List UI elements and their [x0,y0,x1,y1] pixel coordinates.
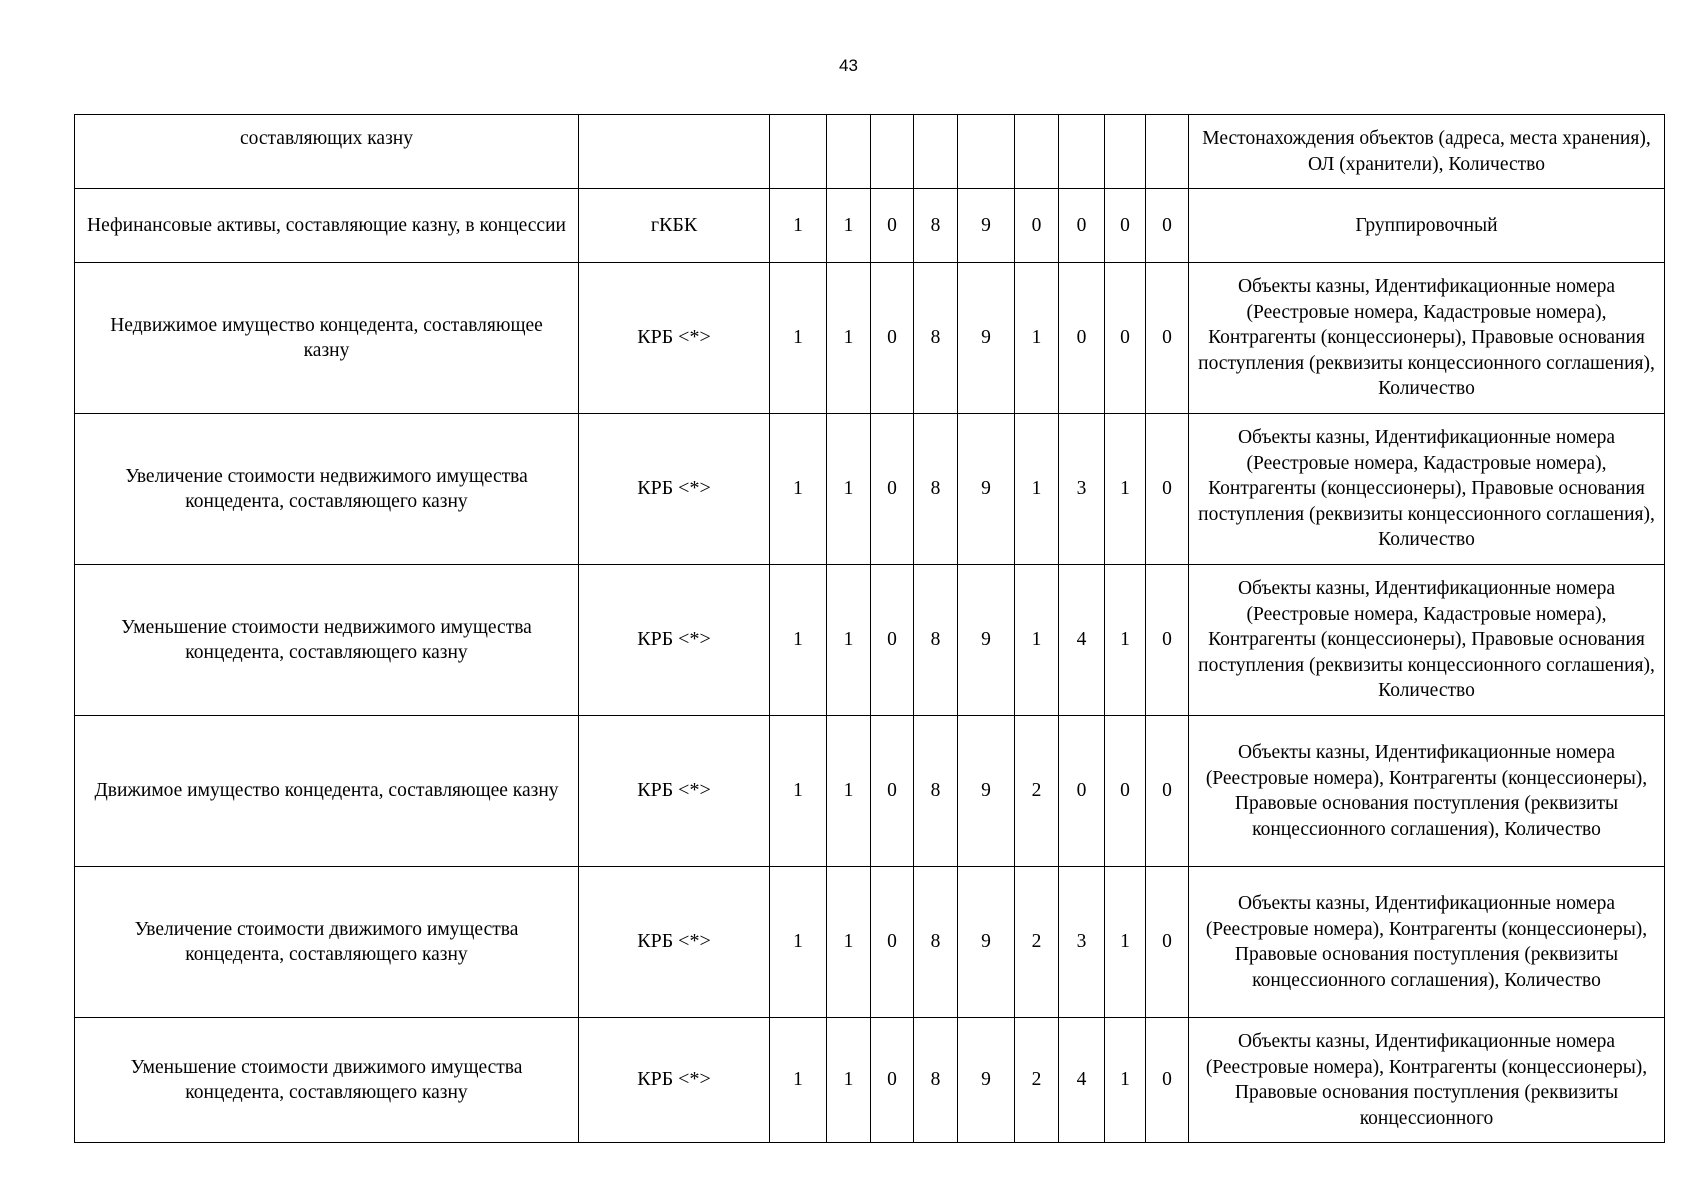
account-digit-cell: 2 [1015,867,1059,1018]
account-digit-cell: 1 [1105,565,1146,716]
table-row [75,716,1665,867]
account-digit-cell: 1 [1015,565,1059,716]
account-digit-cell: 8 [914,189,958,263]
account-digit-cell: 0 [1146,189,1189,263]
analytics-cell: Местонахождения объектов (адреса, места хранения), ОЛ (хранители), Количество [1189,115,1665,189]
account-digit-cell: 9 [958,263,1015,414]
table-row [75,867,1665,1018]
account-digit-cell: 0 [871,263,914,414]
account-digit-cell: 2 [1015,1018,1059,1143]
account-name-cell: Увеличение стоимости недвижимого имущества концедента, составляющего казну [75,414,579,565]
analytics-cell: Объекты казны, Идентификационные номера (Реестровые номера, Кадастровые номера), Контрагенты (концессионеры), Правовые основания поступления (реквизиты концессионного соглашения), Количество [1189,263,1665,414]
account-digit-cell: 8 [914,263,958,414]
page-number: 43 [839,56,858,75]
account-digit-cell: 4 [1059,565,1105,716]
account-digit-cell: 1 [770,565,827,716]
account-digit-cell: 0 [1059,189,1105,263]
account-name-cell: составляющих казну [75,115,579,189]
account-digit-cell: 0 [1146,414,1189,565]
account-digit-cell: 0 [871,867,914,1018]
account-digit-cell: 0 [1015,189,1059,263]
account-digit-cell: 0 [1146,565,1189,716]
account-digit-cell: 9 [958,1018,1015,1143]
account-digit-cell: 0 [871,1018,914,1143]
account-digit-cell [770,115,827,189]
account-digit-cell [1059,115,1105,189]
account-digit-cell: 8 [914,867,958,1018]
account-digit-cell: 0 [871,414,914,565]
account-digit-cell: 0 [1059,716,1105,867]
analytics-cell: Объекты казны, Идентификационные номера (Реестровые номера, Кадастровые номера), Контрагенты (концессионеры), Правовые основания поступления (реквизиты концессионного соглашения), Количество [1189,565,1665,716]
table-row [75,115,1665,189]
analytics-cell: Объекты казны, Идентификационные номера (Реестровые номера), Контрагенты (концессионеры), Правовые основания поступления (реквизиты концессионного [1189,1018,1665,1143]
account-name-cell: Уменьшение стоимости недвижимого имущества концедента, составляющего казну [75,565,579,716]
account-digit-cell [958,115,1015,189]
analytics-cell: Группировочный [1189,189,1665,263]
account-digit-cell: 0 [1146,867,1189,1018]
account-digit-cell: 9 [958,414,1015,565]
code-type-cell: КРБ <*> [579,1018,770,1143]
account-digit-cell: 0 [1146,263,1189,414]
account-digit-cell: 4 [1059,1018,1105,1143]
account-digit-cell: 1 [770,189,827,263]
code-type-cell: гКБК [579,189,770,263]
account-digit-cell: 0 [1059,263,1105,414]
code-type-cell: КРБ <*> [579,867,770,1018]
account-digit-cell: 2 [1015,716,1059,867]
account-digit-cell: 1 [1105,1018,1146,1143]
account-digit-cell: 0 [1146,1018,1189,1143]
account-digit-cell: 9 [958,189,1015,263]
account-digit-cell: 1 [827,263,871,414]
account-digit-cell: 1 [827,867,871,1018]
analytics-cell: Объекты казны, Идентификационные номера (Реестровые номера), Контрагенты (концессионеры), Правовые основания поступления (реквизиты концессионного соглашения), Количество [1189,867,1665,1018]
account-digit-cell: 1 [827,189,871,263]
account-digit-cell: 0 [871,189,914,263]
account-digit-cell: 1 [770,716,827,867]
account-name-cell: Увеличение стоимости движимого имущества концедента, составляющего казну [75,867,579,1018]
account-digit-cell: 1 [770,263,827,414]
analytics-cell: Объекты казны, Идентификационные номера (Реестровые номера, Кадастровые номера), Контрагенты (концессионеры), Правовые основания поступления (реквизиты концессионного соглашения), Количество [1189,414,1665,565]
accounts-table [74,114,1665,1143]
account-digit-cell: 3 [1059,867,1105,1018]
account-digit-cell: 9 [958,565,1015,716]
account-digit-cell: 1 [827,414,871,565]
account-digit-cell: 0 [1105,263,1146,414]
account-digit-cell: 1 [1015,414,1059,565]
account-name-cell: Движимое имущество концедента, составляющее казну [75,716,579,867]
table-row [75,414,1665,565]
account-digit-cell: 9 [958,716,1015,867]
account-digit-cell: 1 [770,1018,827,1143]
code-type-cell: КРБ <*> [579,565,770,716]
code-type-cell: КРБ <*> [579,716,770,867]
account-digit-cell: 1 [770,867,827,1018]
code-type-cell: КРБ <*> [579,414,770,565]
code-type-cell [579,115,770,189]
table-row [75,565,1665,716]
account-digit-cell: 0 [1146,716,1189,867]
account-digit-cell: 8 [914,565,958,716]
table-body [75,115,1665,1143]
account-digit-cell [914,115,958,189]
account-digit-cell: 0 [871,565,914,716]
account-digit-cell [1146,115,1189,189]
table-row [75,1018,1665,1143]
account-digit-cell: 1 [827,1018,871,1143]
account-digit-cell: 3 [1059,414,1105,565]
table-row [75,189,1665,263]
analytics-cell: Объекты казны, Идентификационные номера (Реестровые номера), Контрагенты (концессионеры), Правовые основания поступления (реквизиты концессионного соглашения), Количество [1189,716,1665,867]
account-digit-cell [1015,115,1059,189]
account-digit-cell: 0 [1105,189,1146,263]
account-name-cell: Нефинансовые активы, составляющие казну, в концессии [75,189,579,263]
account-digit-cell: 8 [914,414,958,565]
account-digit-cell: 0 [871,716,914,867]
table-row [75,263,1665,414]
account-name-cell: Недвижимое имущество концедента, составляющее казну [75,263,579,414]
account-digit-cell [827,115,871,189]
account-digit-cell: 8 [914,716,958,867]
account-digit-cell: 8 [914,1018,958,1143]
account-digit-cell: 1 [827,565,871,716]
account-digit-cell: 1 [1105,867,1146,1018]
account-digit-cell: 1 [1105,414,1146,565]
account-digit-cell: 1 [770,414,827,565]
account-digit-cell: 9 [958,867,1015,1018]
account-digit-cell: 0 [1105,716,1146,867]
account-digit-cell [1105,115,1146,189]
account-digit-cell [871,115,914,189]
account-name-cell: Уменьшение стоимости движимого имущества концедента, составляющего казну [75,1018,579,1143]
account-digit-cell: 1 [1015,263,1059,414]
account-digit-cell: 1 [827,716,871,867]
code-type-cell: КРБ <*> [579,263,770,414]
